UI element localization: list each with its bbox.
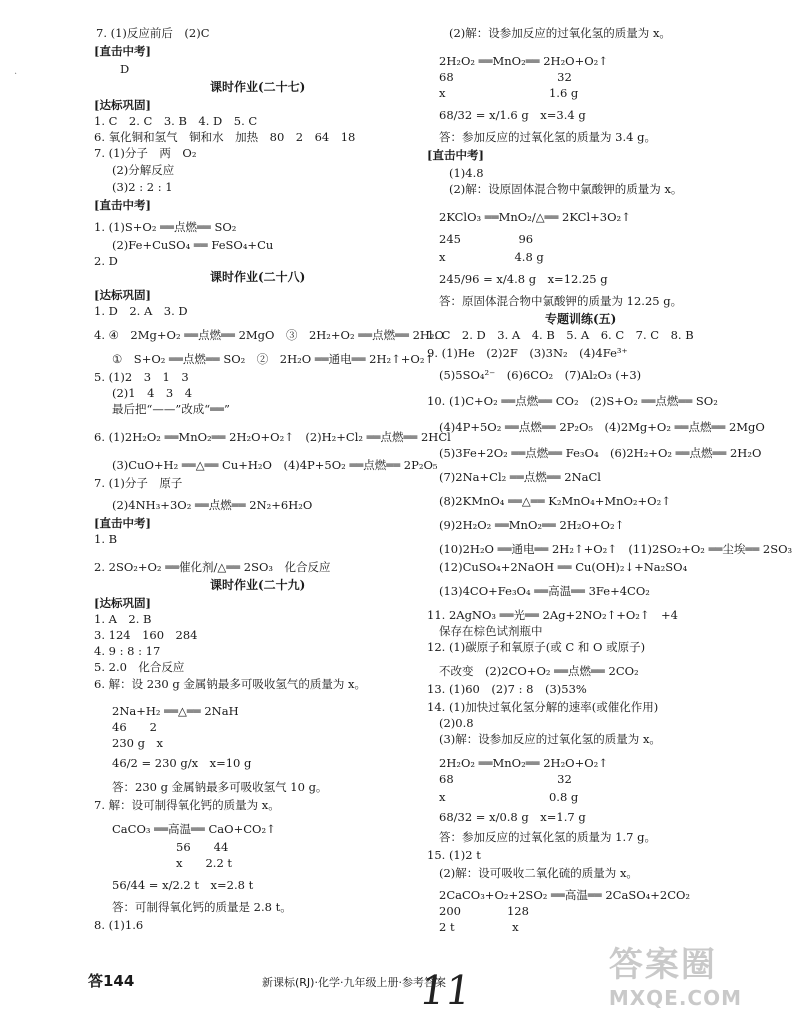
answer-line: (10)2H₂O ══通电══ 2H₂↑+O₂↑ (11)2SO₂+O₂ ══尘埃══ 2SO₃ <box>439 542 792 556</box>
watermark-line1: 答案圈 <box>608 945 717 985</box>
answer-line: 6. (1)2H₂O₂ ══MnO₂══ 2H₂O+O₂↑ (2)H₂+Cl₂ ══点燃══ 2HCl <box>94 430 451 444</box>
answer-line: 46/2 = 230 g/x x=10 g <box>112 756 252 770</box>
section-heading: [达标巩固] <box>94 596 151 610</box>
answer-line: 保存在棕色试剂瓶中 <box>439 624 543 638</box>
answer-line: 1. B <box>94 532 118 546</box>
answer-line: 230 g x <box>112 736 163 750</box>
answer-line: x 1.6 g <box>439 86 579 100</box>
answer-line: 7. 解：设可制得氧化钙的质量为 x。 <box>94 798 280 812</box>
answer-line: 6. 氧化铜和氢气 铜和水 加热 80 2 64 18 <box>94 130 356 144</box>
answer-line: 答：参加反应的过氧化氢的质量为 3.4 g。 <box>439 130 656 144</box>
answer-line: 1. A 2. B <box>94 612 152 626</box>
section-heading: [直击中考] <box>94 44 151 58</box>
answer-line: CaCO₃ ══高温══ CaO+CO₂↑ <box>112 822 276 836</box>
answer-line: (3)解：设参加反应的过氧化氢的质量为 x。 <box>439 732 661 746</box>
answer-line: (2)1 4 3 4 <box>112 386 193 400</box>
answer-line: 7. (1)分子 原子 <box>94 476 183 490</box>
answer-line: (4)4P+5O₂ ══点燃══ 2P₂O₅ (4)2Mg+O₂ ══点燃══ 2MgO <box>439 420 765 434</box>
answer-line: 7. (1)分子 两 O₂ <box>94 146 197 160</box>
answer-line: 13. (1)60 (2)7 : 8 (3)53% <box>427 682 587 696</box>
section-heading: [直击中考] <box>427 148 484 162</box>
answer-line: (5)5SO₄²⁻ (6)6CO₂ (7)Al₂O₃ (+3) <box>439 368 642 382</box>
assignment-title: 专题训练(五) <box>545 312 617 326</box>
answer-line: 2 t x <box>439 920 519 934</box>
answer-line: 68/32 = x/0.8 g x=1.7 g <box>439 810 586 824</box>
assignment-title: 课时作业(二十七) <box>210 80 306 94</box>
answer-line: 11. 2AgNO₃ ══光══ 2Ag+2NO₂↑+O₂↑ +4 <box>427 608 678 622</box>
answer-line: 9. (1)He (2)2F (3)3N₂ (4)4Fe³⁺ <box>427 346 628 360</box>
answer-line: 不改变 (2)2CO+O₂ ══点燃══ 2CO₂ <box>439 664 639 678</box>
answer-line: 7. (1)反应前后 (2)C <box>96 26 210 40</box>
answer-line: (5)3Fe+2O₂ ══点燃══ Fe₃O₄ (6)2H₂+O₂ ══点燃══ 2H₂O <box>439 446 762 460</box>
answer-line: 1. C 2. D 3. A 4. B 5. A 6. C 7. C 8. B <box>427 328 694 342</box>
answer-line: 2Na+H₂ ══△══ 2NaH <box>112 704 239 718</box>
answer-line: 5. (1)2 3 1 3 <box>94 370 189 384</box>
answer-line: 5. 2.0 化合反应 <box>94 660 185 674</box>
answer-line: 2. D <box>94 254 118 268</box>
watermark-line2: MXQE.COM <box>608 986 742 1010</box>
answer-line: 245/96 = x/4.8 g x=12.25 g <box>439 272 608 286</box>
answer-line: 1. D 2. A 3. D <box>94 304 188 318</box>
answer-line: (12)CuSO₄+2NaOH ══ Cu(OH)₂↓+Na₂SO₄ <box>439 560 688 574</box>
answer-line: x 4.8 g <box>439 250 544 264</box>
answer-line: (13)4CO+Fe₃O₄ ══高温══ 3Fe+4CO₂ <box>439 584 650 598</box>
answer-line: 68 32 <box>439 772 572 786</box>
watermark-logo <box>609 937 742 1010</box>
answer-line: (8)2KMnO₄ ══△══ K₂MnO₄+MnO₂+O₂↑ <box>439 494 671 508</box>
answer-line: 68 32 <box>439 70 572 84</box>
answer-line: 最后把“——”改成“══” <box>112 402 230 416</box>
answer-line: 1. (1)S+O₂ ══点燃══ SO₂ <box>94 220 237 234</box>
answer-line: 14. (1)加快过氧化氢分解的速率(或催化作用) <box>427 700 659 714</box>
assignment-title: 课时作业(二十八) <box>210 270 306 284</box>
answer-line: 6. 解：设 230 g 金属钠最多可吸收氢气的质量为 x。 <box>94 677 367 691</box>
assignment-title: 课时作业(二十九) <box>210 578 306 592</box>
answer-line: 答：参加反应的过氧化氢的质量为 1.7 g。 <box>439 830 656 844</box>
answer-line: (2)解：设参加反应的过氧化氢的质量为 x。 <box>449 26 671 40</box>
answer-line: (1)4.8 <box>449 166 484 180</box>
answer-line: 4. 9 : 8 : 17 <box>94 644 161 658</box>
answer-line: 2H₂O₂ ══MnO₂══ 2H₂O+O₂↑ <box>439 756 608 770</box>
answer-line: (2)分解反应 <box>112 163 175 177</box>
answer-line: (2)解：设原固体混合物中氯酸钾的质量为 x。 <box>449 182 683 196</box>
answer-line: 8. (1)1.6 <box>94 918 144 932</box>
answer-line: (2)4NH₃+3O₂ ══点燃══ 2N₂+6H₂O <box>112 498 313 512</box>
answer-line: (3)2 : 2 : 1 <box>112 180 173 194</box>
answer-line: 答：可制得氧化钙的质量是 2.8 t。 <box>112 900 292 914</box>
answer-line: 15. (1)2 t <box>427 848 481 862</box>
answer-line: 1. C 2. C 3. B 4. D 5. C <box>94 114 258 128</box>
answer-line: 3. 124 160 284 <box>94 628 198 642</box>
answer-line: (2)Fe+CuSO₄ ══ FeSO₄+Cu <box>112 238 274 252</box>
page-number-label: 答144 <box>88 972 135 990</box>
answer-line: 245 96 <box>439 232 534 246</box>
answer-line: 10. (1)C+O₂ ══点燃══ CO₂ (2)S+O₂ ══点燃══ SO₂ <box>427 394 718 408</box>
answer-line: (9)2H₂O₂ ══MnO₂══ 2H₂O+O₂↑ <box>439 518 625 532</box>
answer-line: 56 44 <box>176 840 229 854</box>
answer-line: 2H₂O₂ ══MnO₂══ 2H₂O+O₂↑ <box>439 54 608 68</box>
answer-line: (2)0.8 <box>439 716 474 730</box>
answer-line: 4. ④ 2Mg+O₂ ══点燃══ 2MgO ③ 2H₂+O₂ ══点燃══ 2H₂O <box>94 328 444 342</box>
answer-line: 46 2 <box>112 720 157 734</box>
answer-line: 2KClO₃ ══MnO₂/△══ 2KCl+3O₂↑ <box>439 210 631 224</box>
answer-line: 200 128 <box>439 904 529 918</box>
answer-line: 12. (1)碳原子和氧原子(或 C 和 O 或原子) <box>427 640 646 654</box>
section-heading: [直击中考] <box>94 198 151 212</box>
answer-line: 56/44 = x/2.2 t x=2.8 t <box>112 878 254 892</box>
answer-line: ① S+O₂ ══点燃══ SO₂ ② 2H₂O ══通电══ 2H₂↑+O₂↑ <box>112 352 435 366</box>
margin-mark: . <box>14 66 18 77</box>
answer-line: (3)CuO+H₂ ══△══ Cu+H₂O (4)4P+5O₂ ══点燃══ 2P₂O₅ <box>112 458 438 472</box>
answer-line: 答：原固体混合物中氯酸钾的质量为 12.25 g。 <box>439 294 683 308</box>
section-heading: [达标巩固] <box>94 98 151 112</box>
answer-line: D <box>120 62 130 76</box>
answer-line: 2CaCO₃+O₂+2SO₂ ══高温══ 2CaSO₄+2CO₂ <box>439 888 691 902</box>
answer-line: 2. 2SO₂+O₂ ══催化剂/△══ 2SO₃ 化合反应 <box>94 560 331 574</box>
answer-line: 68/32 = x/1.6 g x=3.4 g <box>439 108 586 122</box>
answer-line: x 2.2 t <box>176 856 233 870</box>
handwritten-mark: 11 <box>416 968 475 1014</box>
answer-line: x 0.8 g <box>439 790 579 804</box>
answer-line: (2)解：设可吸收二氧化硫的质量为 x。 <box>439 866 638 880</box>
answer-line: 答：230 g 金属钠最多可吸收氢气 10 g。 <box>112 780 328 794</box>
section-heading: [直击中考] <box>94 516 151 530</box>
section-heading: [达标巩固] <box>94 288 151 302</box>
footer-book-title: 新课标(RJ)·化学·九年级上册·参考答案 <box>262 976 446 989</box>
answer-line: (7)2Na+Cl₂ ══点燃══ 2NaCl <box>439 470 601 484</box>
